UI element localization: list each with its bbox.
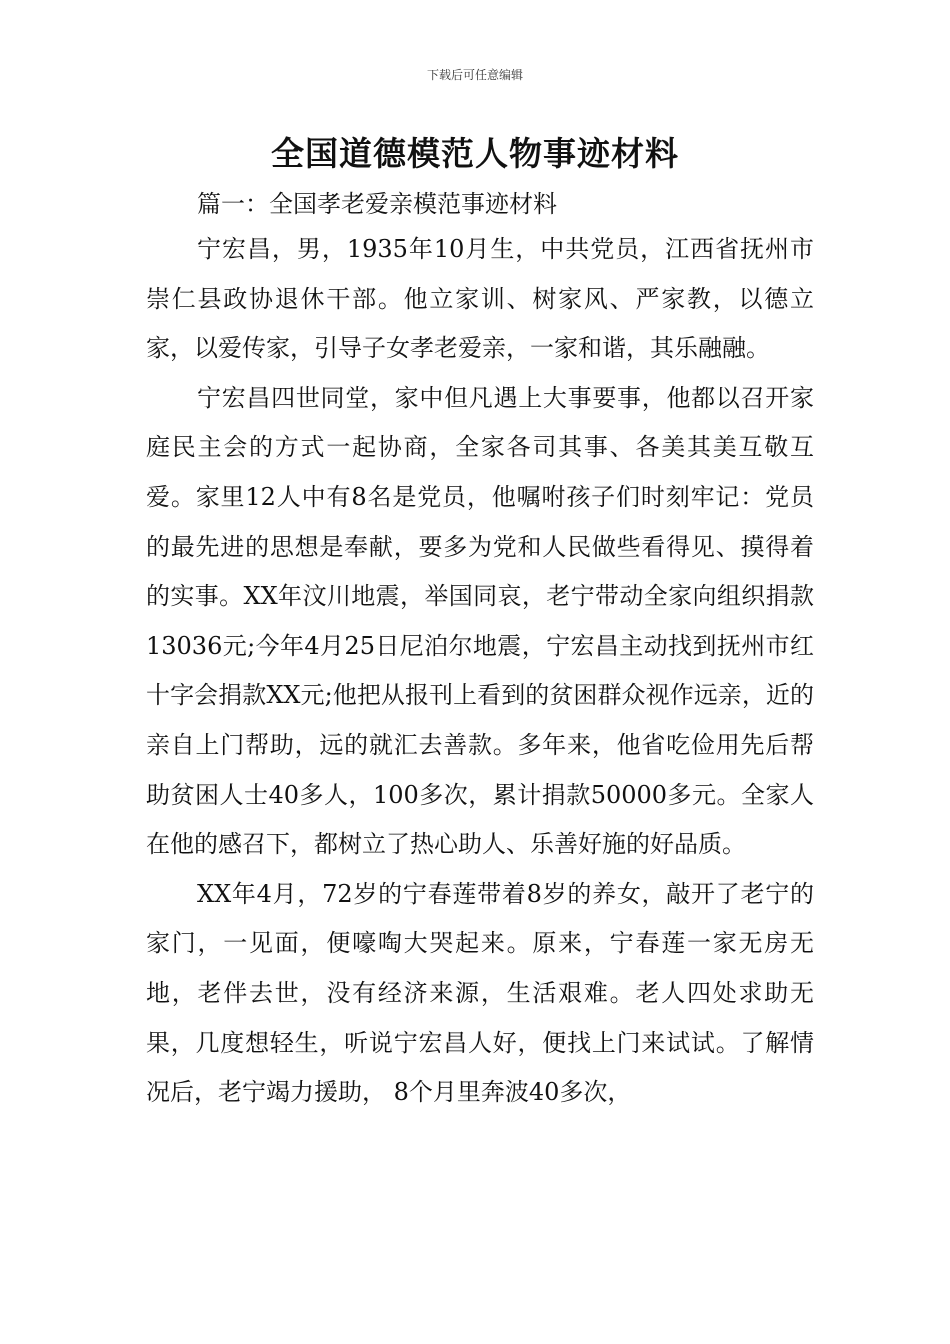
page-title: 全国道德模范人物事迹材料	[271, 134, 679, 173]
document-body	[146, 225, 814, 1118]
section-title: 篇一：全国孝老爱亲模范事迹材料	[197, 190, 557, 218]
header-note: 下载后可任意编辑	[426, 68, 523, 82]
paragraph-2: 宁宏昌四世同堂，家中但凡遇上大事要事，他都以召开家庭民主会的方式一起协商，全家各司其事、各美其美互敬互爱。家里12人中有8名是党员，他嘱咐孩子们时刻牢记：党员的最先进的思想是奉献，要多为党和人民做些看得见、摸得着的实事。XX年汶川地震，举国同哀，老宁带动全家向组织捐款13036元;今年4月25日尼泊尔地震，宁宏昌主动找到抚州市红十字会捐款XX元;他把从报刊上看到的贫困群众视作远亲，近的亲自上门帮助，远的就汇去善款。多年来，他省吃俭用先后帮助贫困人士40多人，100多次，累计捐款50000多元。全家人在他的感召下，都树立了热心助人、乐善好施的好品质。	[146, 383, 814, 859]
paragraph-1: 宁宏昌，男，1935年10月生，中共党员，江西省抚州市崇仁县政协退休干部。他立家训、树家风、严家教，以德立家，以爱传家，引导子女孝老爱亲，一家和谐，其乐融融。	[146, 235, 814, 363]
paragraph-3: XX年4月，72岁的宁春莲带着8岁的养女，敲开了老宁的家门，一见面，便嚎啕大哭起来。原来，宁春莲一家无房无地，老伴去世，没有经济来源，生活艰难。老人四处求助无果，几度想轻生，听说宁宏昌人好，便找上门来试试。了解情况后，老宁竭力援助， 8个月里奔波40多次，	[146, 879, 814, 1107]
